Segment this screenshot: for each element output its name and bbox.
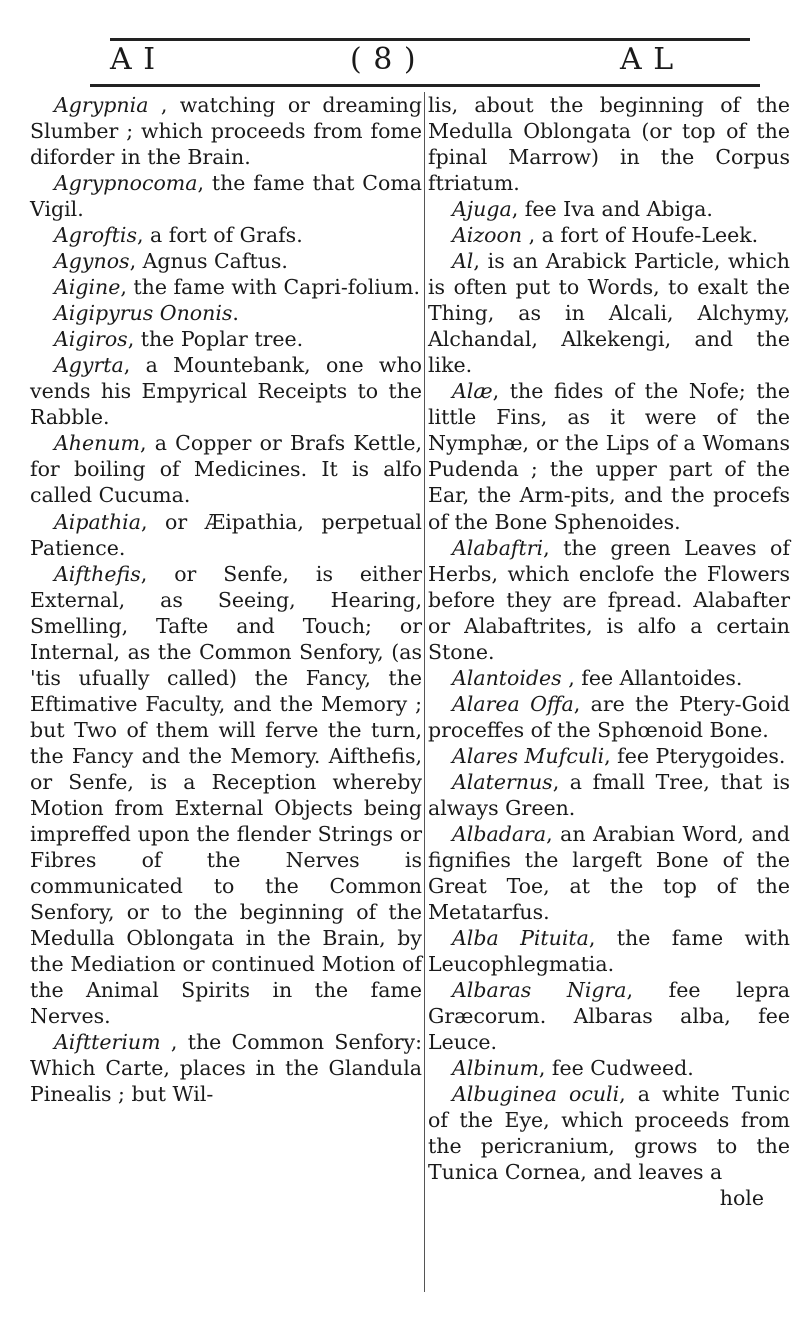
entry-definition: , the fame with Leucophlegmatia. xyxy=(428,926,790,977)
dictionary-entry xyxy=(30,248,422,274)
dictionary-entry xyxy=(30,1029,422,1107)
entry-headword: Aigipyrus Ononis xyxy=(54,301,233,326)
entry-definition: , fee Allantoides. xyxy=(561,665,743,690)
entry-definition: , the Common Senfory: Which Carte, places in the Glandula Pinealis ; but Wil- xyxy=(30,1030,422,1107)
dictionary-entry xyxy=(30,222,422,248)
running-head-right: A L xyxy=(620,42,675,77)
dictionary-entry xyxy=(428,769,790,821)
entry-headword: Agroftis xyxy=(54,223,137,248)
dictionary-entry xyxy=(30,352,422,430)
left-column xyxy=(30,92,422,1107)
entry-definition: , fee Iva and Abiga. xyxy=(511,197,713,222)
entry-definition: , are the Ptery-Goid proceffes of the Sphœnoid Bone. xyxy=(428,691,790,742)
dictionary-entry xyxy=(428,378,790,534)
dictionary-entry xyxy=(30,326,422,352)
dictionary-entry xyxy=(428,92,790,196)
entry-headword: Alaternus xyxy=(452,769,553,794)
entry-headword: Ajuga xyxy=(452,197,512,222)
entry-headword: Aiftterium xyxy=(54,1030,161,1055)
running-head xyxy=(100,40,770,80)
entry-definition: , a fmall Tree, that is always Green. xyxy=(428,769,790,820)
dictionary-entry xyxy=(428,196,790,222)
entry-headword: Alares Mufculi xyxy=(452,743,605,768)
entry-headword: Agrypnia xyxy=(54,93,149,117)
dictionary-entry xyxy=(428,821,790,925)
running-head-left: A I xyxy=(110,42,157,77)
entry-headword: Aifthefis xyxy=(54,561,141,586)
entry-definition: , the fame with Capri-folium. xyxy=(120,275,420,300)
entry-headword: Alabaftri xyxy=(452,535,544,560)
entry-headword: Alantoides xyxy=(452,665,562,690)
header-rule xyxy=(90,84,760,87)
entry-headword: Albaras Nigra xyxy=(452,978,627,1003)
entry-headword: Aigine xyxy=(54,275,121,300)
page-number: ( 8 ) xyxy=(350,42,417,77)
entry-definition: , Agnus Caftus. xyxy=(129,249,288,274)
entry-definition: , the green Leaves of Herbs, which enclofe the Flowers before they are fpread. Alabafter or Alabaftrites, is alfo a certain Stone. xyxy=(428,535,790,664)
dictionary-entry xyxy=(428,222,790,248)
entry-definition: , fee Cudweed. xyxy=(538,1056,694,1081)
entry-headword: Aizoon xyxy=(452,223,523,248)
entry-definition: , the fame that Coma Vigil. xyxy=(30,171,422,222)
entry-definition: , a Mountebank, one who vends his Empyrical Receipts to the Rabble. xyxy=(30,353,422,430)
entry-headword: Albinum xyxy=(452,1056,539,1081)
entry-definition: , fee lepra Græcorum. Albaras alba, fee Leuce. xyxy=(428,978,791,1055)
dictionary-entry xyxy=(428,665,790,691)
entry-headword: Agynos xyxy=(54,249,130,274)
entry-definition: , a fort of Grafs. xyxy=(136,223,303,248)
entry-headword: Alba Pituita xyxy=(452,926,589,950)
entry-headword: Agrypnocoma xyxy=(54,171,198,196)
dictionary-entry xyxy=(30,92,422,170)
entry-headword: Aipathia xyxy=(54,509,141,534)
entry-headword: Alarea Offa xyxy=(452,691,574,716)
column-divider xyxy=(424,92,425,1292)
entry-definition: , the fides of the Nofe; the little Fins, as it were of the Nymphæ, or the Lips of a Womans Pudenda ; the upper part of the Ear, the Arm-pits, and the procefs of the Bone Sphenoides. xyxy=(428,379,790,534)
catchword: hole xyxy=(719,1186,764,1211)
dictionary-entry xyxy=(30,274,422,300)
entry-definition: , a Copper or Brafs Kettle, for boiling of Medicines. It is alfo called Cucuma. xyxy=(30,431,422,508)
entry-headword: Alæ xyxy=(452,379,493,404)
entry-definition: , or Æipathia, perpetual Patience. xyxy=(30,509,422,560)
dictionary-entry xyxy=(428,535,790,665)
entry-definition: lis, about the beginning of the Medulla Oblongata (or top of the fpinal Marrow) in the Corpus ftriatum. xyxy=(428,93,790,196)
entry-definition: , fee Pterygoides. xyxy=(604,743,786,768)
entry-definition: , is an Arabick Particle, which is often put to Words, to exalt the Thing, as in Alcali, Alchymy, Alchandal, Alkekengi, and the like. xyxy=(428,249,790,378)
dictionary-entry xyxy=(428,743,790,769)
dictionary-entry xyxy=(30,170,422,222)
entry-headword: Albadara xyxy=(452,821,547,846)
dictionary-entry xyxy=(428,1055,790,1081)
dictionary-entry xyxy=(428,925,790,977)
entry-headword: Agyrta xyxy=(54,353,124,378)
entry-headword: Aigiros xyxy=(54,327,128,352)
entry-definition: , the Poplar tree. xyxy=(127,327,304,352)
entry-definition: , or Senfe, is either External, as Seeing, Hearing, Smelling, Tafte and Touch; or Internal, as the Common Senfory, (as 'tis ufually called) the Fancy, the Eftimative Faculty, and the Memory ; but Two of them will ferve the turn, the Fancy and the Memory. Aifthefis, or Senfe, is a Reception whereby Motion from External Objects being impreffed upon the flender Strings or Fibres of the Nerves is communicated to the Common Senfory, or to the beginning of the Medulla Oblongata in the Brain, by the Mediation or continued Motion of the Animal Spirits in the fame Nerves. xyxy=(30,561,422,1029)
dictionary-entry xyxy=(30,430,422,508)
dictionary-entry xyxy=(30,300,422,326)
dictionary-entry xyxy=(428,977,790,1055)
entry-headword: Al xyxy=(452,249,474,274)
entry-definition: , a white Tunic of the Eye, which proceeds from the pericranium, grows to the Tunica Cornea, and leaves a xyxy=(428,1082,790,1185)
entry-headword: Ahenum xyxy=(54,431,140,456)
dictionary-entry xyxy=(30,561,422,1030)
entry-definition: , an Arabian Word, and fignifies the largeft Bone of the Great Toe, at the top of the Metatarfus. xyxy=(428,821,790,924)
entry-definition: . xyxy=(232,301,239,326)
entry-definition: , watching or dreaming Slumber ; which proceeds from fome diforder in the Brain. xyxy=(30,93,422,170)
entry-headword: Albuginea oculi xyxy=(452,1082,620,1107)
dictionary-entry xyxy=(428,248,790,378)
dictionary-entry xyxy=(428,1081,790,1185)
right-column xyxy=(428,92,790,1211)
dictionary-entry xyxy=(428,691,790,743)
entry-definition: , a fort of Houfe-Leek. xyxy=(522,223,759,248)
dictionary-entry xyxy=(30,509,422,561)
